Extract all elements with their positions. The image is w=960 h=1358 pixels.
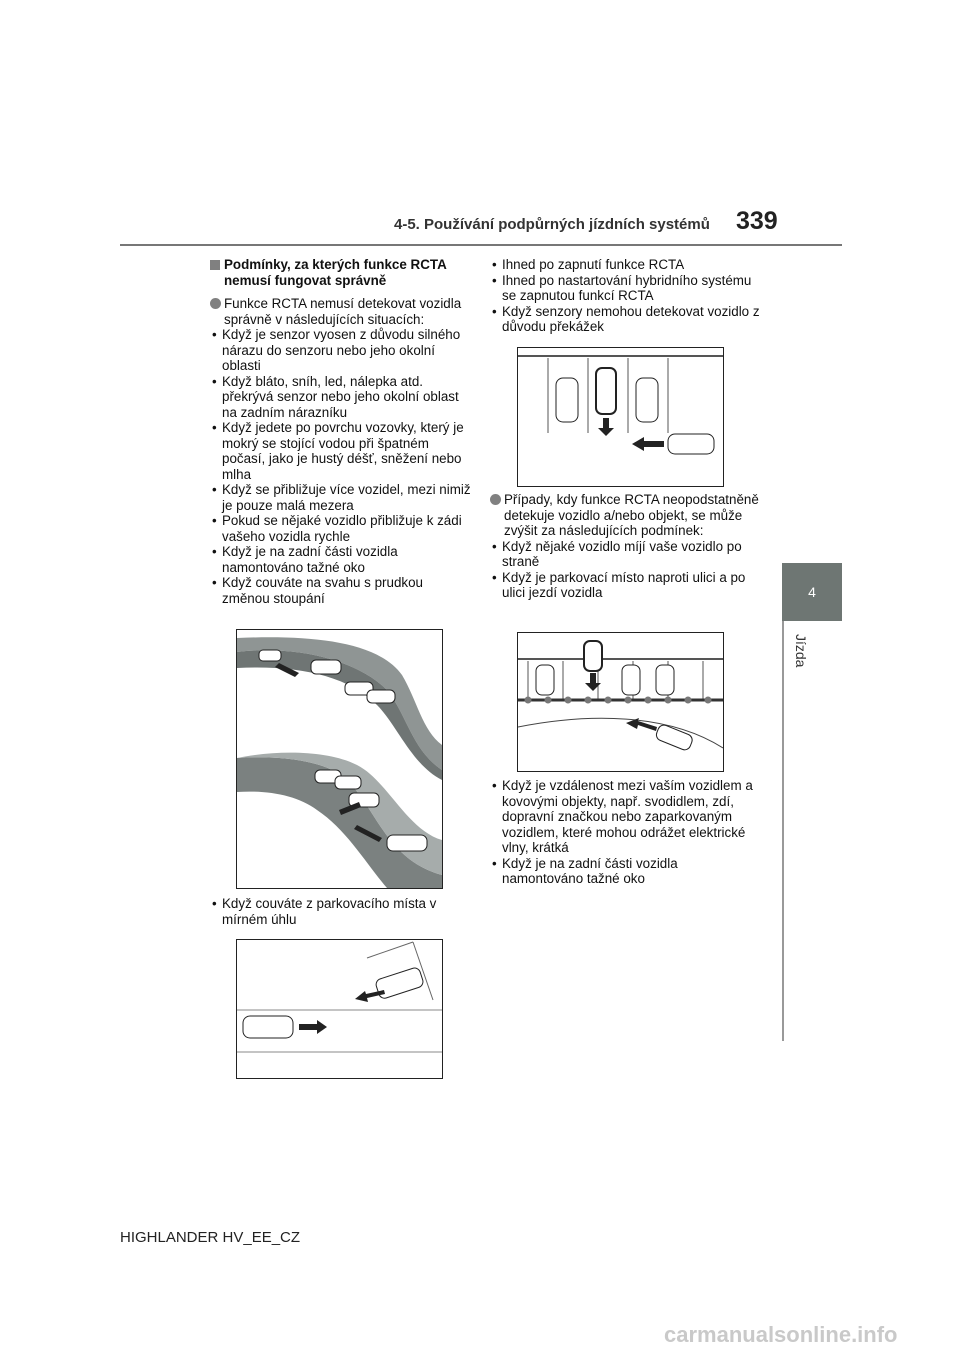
bullet-glyph: •: [492, 538, 497, 554]
obstacle-parking-figure: [517, 347, 724, 487]
square-bullet-icon: [210, 260, 220, 270]
right-column: [490, 257, 760, 335]
list-item-text: Když couváte na svahu s prudkou změnou stoupání: [222, 575, 423, 606]
bullet-glyph: •: [492, 855, 497, 871]
right-middle-text: [490, 492, 760, 601]
list-item: [490, 257, 760, 273]
list-item-text: Když je senzor vyosen z důvodu silného nárazu do senzoru nebo jeho okolní oblasti: [222, 327, 461, 373]
section-heading-text: Podmínky, za kterých funkce RCTA nemusí fungovat správně: [224, 257, 447, 288]
bullet-glyph: •: [212, 896, 217, 911]
list-item-text: Když bláto, sníh, led, nálepka atd. překrývá senzor nebo jeho okolní oblast na zadním nárazníku: [222, 373, 459, 420]
angled-parking-figure: [236, 939, 443, 1079]
chapter-tab: 4: [782, 563, 842, 621]
bullet-glyph: •: [212, 327, 217, 342]
list-item: [490, 539, 760, 570]
circle-bullet-icon: [210, 298, 221, 309]
intro-paragraph: [210, 296, 472, 327]
list-item: [490, 570, 760, 601]
left-column: [210, 257, 472, 606]
list-item-text: Když couváte z parkovacího místa v mírném úhlu: [222, 896, 437, 927]
list-item-text: Když se přibližuje více vozidel, mezi nimiž je pouze malá mezera: [222, 482, 471, 513]
slope-figure: [236, 629, 443, 889]
right-bottom-text: [490, 778, 760, 887]
bullet-glyph: •: [492, 569, 497, 585]
chapter-side-rule: [782, 621, 784, 1041]
list-item-text: Když nějaké vozidlo míjí vaše vozidlo po straně: [502, 538, 742, 569]
list-item-text: Pokud se nějaké vozidlo přibližuje k zádi vašeho vozidla rychle: [222, 513, 462, 544]
list-item: [210, 544, 472, 575]
bullet-glyph: •: [492, 303, 497, 319]
intro-text: Funkce RCTA nemusí detekovat vozidla správně v následujících situacích:: [224, 296, 462, 327]
bullet-glyph: •: [212, 420, 217, 435]
list-item-text: Ihned po nastartování hybridního systému se zapnutou funkcí RCTA: [502, 272, 752, 303]
bullet-glyph: •: [492, 778, 497, 793]
list-item-text: Když je na zadní části vozidla namontováno tažné oko: [502, 855, 678, 886]
bullet-glyph: •: [212, 373, 217, 389]
list-item-text: Když je vzdálenost mezi vaším vozidlem a kovovými objekty, např. svodidlem, zdí, dopravní značkou nebo zaparkovaným vozidlem, které mohou odrážet elektrické vlny, krátká: [502, 778, 753, 855]
list-item-text: Když je parkovací místo naproti ulici a po ulici jezdí vozidla: [502, 569, 746, 600]
list-item: [210, 327, 472, 374]
bullet-glyph: •: [492, 257, 497, 272]
chapter-label: Jízda: [793, 634, 809, 668]
bullet-glyph: •: [212, 544, 217, 559]
list-item-text: Ihned po zapnutí funkce RCTA: [502, 257, 685, 272]
list-item: [210, 575, 472, 606]
list-item: [210, 896, 472, 927]
chapter-side: [782, 621, 842, 1041]
circle-bullet-icon: [490, 494, 501, 505]
list-item-text: Když je na zadní části vozidla namontováno tažné oko: [222, 544, 398, 575]
list-item: [490, 778, 760, 856]
bullet-glyph: •: [212, 482, 217, 497]
false-detection-text: Případy, kdy funkce RCTA neopodstatněně detekuje vozidlo a/nebo objekt, se může zvýšit za následujících podmínek:: [504, 492, 759, 538]
section-heading: [210, 257, 472, 288]
list-item-text: Když jedete po povrchu vozovky, který je mokrý se stojící vodou při špatném počasí, jako je hustý déšť, sněžení nebo mlha: [222, 420, 464, 482]
header-section-title: 4-5. Používání podpůrných jízdních systémů: [394, 216, 710, 233]
bullet-glyph: •: [212, 513, 217, 528]
list-item: [490, 273, 760, 304]
watermark: carmanualsonline.info: [664, 1322, 898, 1347]
list-item: [210, 374, 472, 421]
list-item: [490, 304, 760, 335]
header-divider: [120, 244, 842, 246]
list-item: [210, 420, 472, 482]
list-item: [490, 856, 760, 887]
list-item-text: Když senzory nemohou detekovat vozidlo z důvodu překážek: [502, 303, 760, 334]
bullet-glyph: •: [212, 575, 217, 590]
false-detection-paragraph: [490, 492, 760, 539]
list-item: [210, 482, 472, 513]
street-facing-parking-figure: [517, 632, 724, 772]
bullet-glyph: •: [492, 272, 497, 288]
list-item: [210, 513, 472, 544]
page-number: 339: [736, 207, 778, 235]
left-bottom-text: [210, 896, 472, 927]
footer-model: HIGHLANDER HV_EE_CZ: [120, 1229, 301, 1246]
